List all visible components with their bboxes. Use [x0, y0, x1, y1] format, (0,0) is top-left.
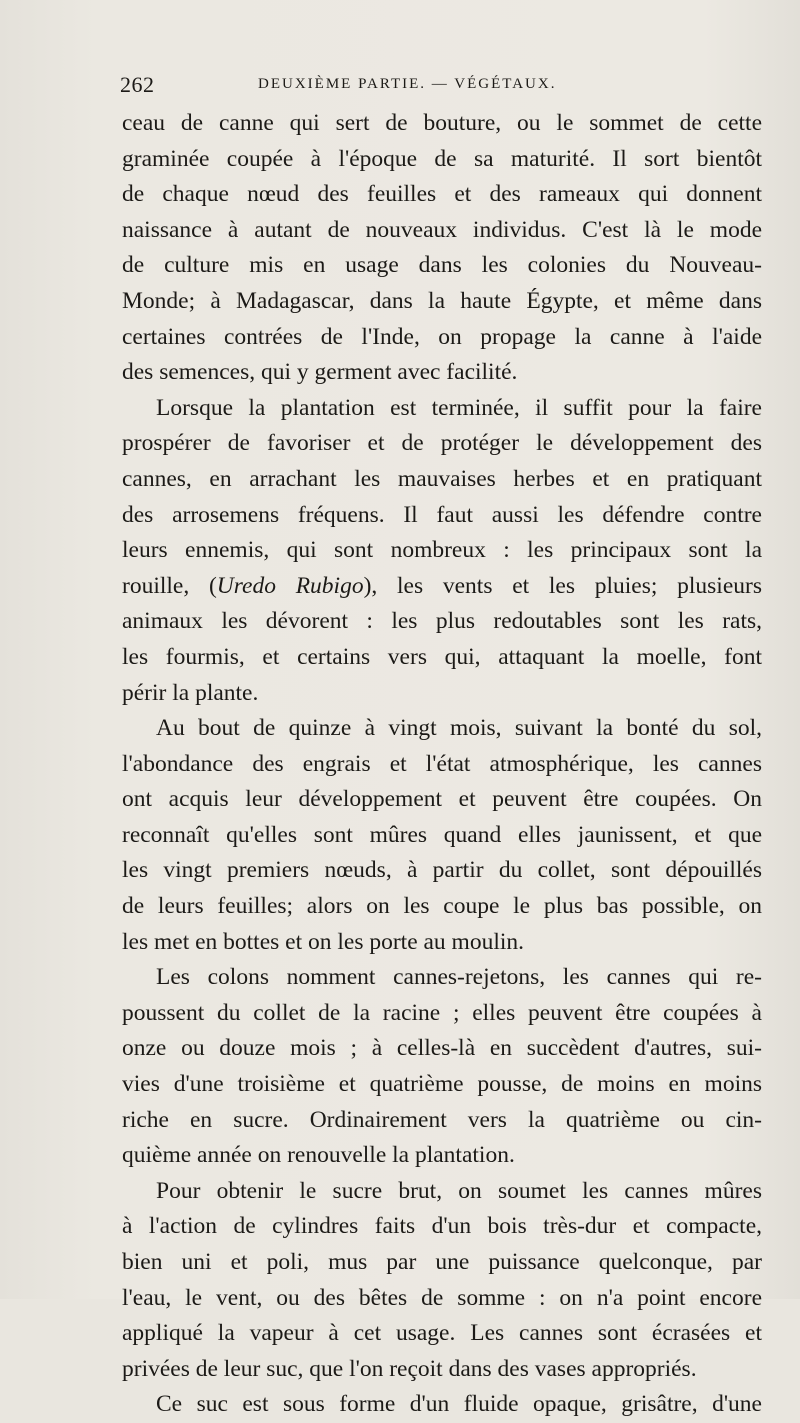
text-line: graminée coupée à l'époque de sa maturité. Il sort bientôt: [122, 145, 762, 172]
text-line: ont acquis leur développement et peuvent être coupées. On: [122, 786, 762, 813]
text-line: Monde; à Madagascar, dans la haute Égypte, et même dans: [122, 287, 762, 314]
text-line: des semences, qui y germent avec facilité.: [122, 359, 518, 386]
text-line: ceau de canne qui sert de bouture, ou le sommet de cette: [122, 110, 762, 136]
text-line: naissance à autant de nouveaux individus. C'est là le mode: [122, 216, 762, 243]
text-line: certaines contrées de l'Inde, on propage la canne à l'aide: [122, 323, 762, 350]
text-line: l'eau, le vent, ou des bêtes de somme : on n'a point encore: [122, 1284, 762, 1311]
text-line-with-italic: [122, 569, 762, 605]
text-line: prospérer de favoriser et de protéger le développement des: [122, 430, 762, 457]
text-line: de culture mis en usage dans les colonies du Nouveau-: [122, 252, 762, 279]
text-line: les met en bottes et on les porte au moulin.: [122, 928, 525, 955]
text-line: bien uni et poli, mus par une puissance quelconque, par: [122, 1249, 762, 1275]
text-line: reconnaît qu'elles sont mûres quand elles jaunissent, et que: [122, 821, 762, 848]
text-line: animaux les dévorent : les plus redoutables sont les rats,: [122, 608, 762, 635]
text-line: Lorsque la plantation est terminée, il suffit pour la faire: [156, 394, 762, 421]
text-line: des arrosemens fréquens. Il faut aussi les défendre contre: [122, 501, 762, 528]
text-line: à l'action de cylindres faits d'un bois très-dur et compacte,: [122, 1213, 762, 1240]
paragraph: [122, 711, 762, 960]
text-segment: ), les vents et les pluies; plusieurs: [363, 572, 762, 599]
text-line: les vingt premiers nœuds, à partir du collet, sont dépouillés: [122, 857, 762, 884]
text-line: Ce suc est sous forme d'un fluide opaque, grisâtre, d'une: [156, 1391, 762, 1418]
text-line: l'abondance des engrais et l'état atmosphérique, les cannes: [122, 750, 762, 777]
text-line: périr la plante.: [122, 679, 259, 706]
text-line: de chaque nœud des feuilles et des rameaux qui donnent: [122, 181, 762, 208]
text-segment: rouille, (: [122, 572, 217, 599]
text-line: de leurs feuilles; alors on les coupe le plus bas possible, on: [122, 893, 762, 920]
text-line: les fourmis, et certains vers qui, attaquant la moelle, font: [122, 643, 762, 670]
text-line: Pour obtenir le sucre brut, on soumet les cannes mûres: [156, 1177, 762, 1204]
text-line: privées de leur suc, que l'on reçoit dans des vases appropriés.: [122, 1355, 697, 1382]
text-line: vies d'une troisième et quatrième pousse, de moins en moins: [122, 1071, 762, 1098]
italic-species-name: Uredo Rubigo: [216, 572, 364, 599]
paragraph: [122, 391, 762, 711]
text-line: onze ou douze mois ; à celles-là en succèdent d'autres, sui-: [122, 1035, 762, 1062]
text-line: riche en sucre. Ordinairement vers la quatrième ou cin-: [122, 1106, 762, 1133]
page-number: 262: [120, 72, 155, 97]
paragraph: [122, 1387, 762, 1423]
paragraph: [122, 1174, 762, 1388]
paragraph: [122, 106, 762, 391]
text-line: quième année on renouvelle la plantation.: [122, 1142, 515, 1169]
text-line: Les colons nomment cannes-rejetons, les cannes qui re-: [156, 964, 762, 991]
running-head: DEUXIÈME PARTIE. — VÉGÉTAUX.: [258, 76, 557, 92]
text-line: leurs ennemis, qui sont nombreux : les principaux sont la: [122, 537, 762, 564]
page-header: [120, 72, 760, 102]
paragraph: [122, 960, 762, 1174]
text-line: cannes, en arrachant les mauvaises herbes et en pratiquant: [122, 465, 762, 492]
body-text: [122, 106, 762, 1423]
text-line: Au bout de quinze à vingt mois, suivant la bonté du sol,: [156, 715, 762, 742]
text-line: appliqué la vapeur à cet usage. Les cannes sont écrasées et: [122, 1320, 762, 1347]
text-line: poussent du collet de la racine ; elles peuvent être coupées à: [122, 999, 762, 1026]
